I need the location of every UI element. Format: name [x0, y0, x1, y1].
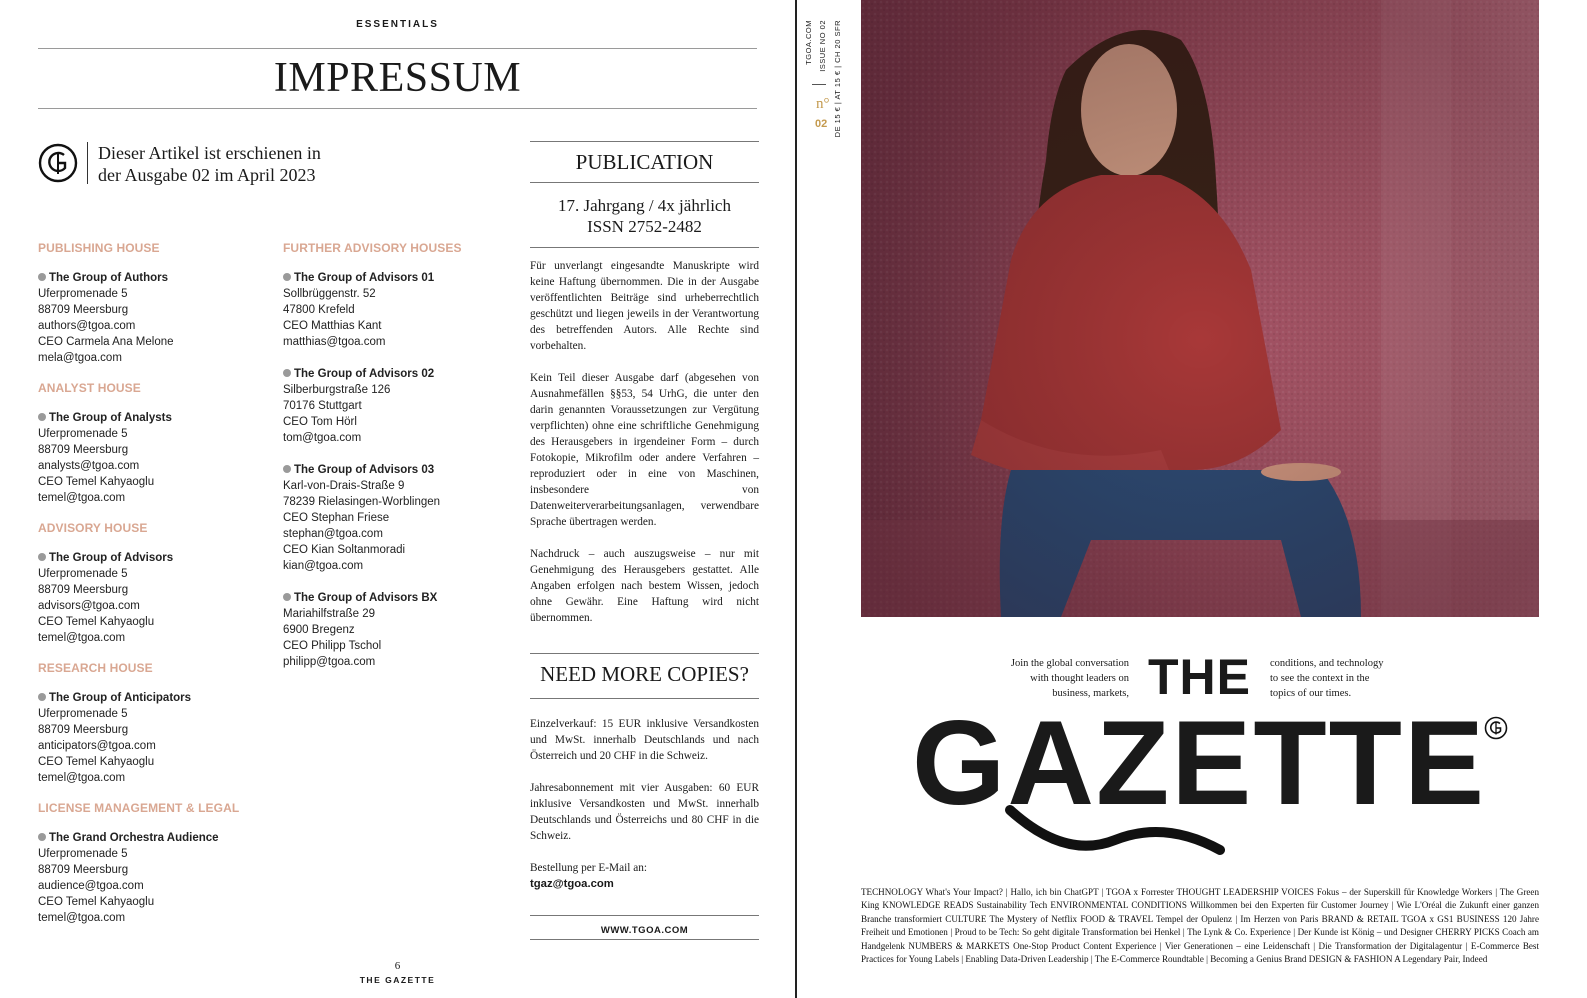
- bullet-icon: [283, 593, 291, 601]
- registered-logo-icon: [1484, 716, 1508, 740]
- divider: [530, 141, 759, 142]
- tagline-left: [975, 656, 1129, 701]
- advisors-01-entry: [283, 270, 513, 350]
- email-link[interactable]: anticipators@tgoa.com: [38, 740, 156, 752]
- address-line: Mariahilfstraße 29: [283, 608, 376, 620]
- address-line: Uferpromenade 5: [38, 568, 128, 580]
- footer-publication-name: THE GAZETTE: [359, 975, 436, 985]
- tgoa-logo-icon: [38, 143, 78, 183]
- divider: [530, 653, 759, 654]
- email-link[interactable]: mela@tgoa.com: [38, 352, 122, 364]
- email-link[interactable]: kian@tgoa.com: [283, 560, 364, 572]
- copies-text: [530, 716, 759, 892]
- copies-heading: NEED MORE COPIES?: [540, 662, 749, 686]
- legal-text: [530, 258, 759, 642]
- appeared-line-2: der Ausgabe 02 im April 2023: [98, 165, 316, 185]
- spine-site: TGOA.COM: [804, 20, 813, 65]
- bullet-icon: [283, 465, 291, 473]
- entry-name: The Group of Advisors BX: [294, 592, 438, 604]
- bullet-icon: [38, 553, 46, 561]
- address-line: 78239 Rielasingen-Worblingen: [283, 496, 441, 508]
- tagline-line: to see the context in the: [1270, 673, 1370, 684]
- analyst-house-heading: ANALYST HOUSE: [38, 381, 141, 395]
- bullet-icon: [38, 413, 46, 421]
- issue-number: 02: [815, 118, 828, 130]
- ceo-line: CEO Temel Kahyaoglu: [38, 896, 155, 908]
- entry-name: The Group of Advisors: [49, 552, 174, 564]
- order-email-link[interactable]: tgaz@tgoa.com: [530, 878, 614, 890]
- publishing-house-entry: [38, 270, 268, 366]
- entry-name: The Group of Advisors 02: [294, 368, 435, 380]
- ceo-line: CEO Matthias Kant: [283, 320, 382, 332]
- address-line: Uferpromenade 5: [38, 848, 128, 860]
- publication-heading: PUBLICATION: [575, 150, 714, 174]
- divider: [530, 915, 759, 916]
- spine-price: DE 15 € | AT 15 € | CH 20 SFR: [833, 20, 842, 138]
- email-link[interactable]: analysts@tgoa.com: [38, 460, 140, 472]
- bullet-icon: [38, 833, 46, 841]
- address-line: Uferpromenade 5: [38, 428, 128, 440]
- address-line: 47800 Krefeld: [283, 304, 355, 316]
- tagline-line: Join the global conversation: [1010, 658, 1129, 669]
- tagline-right: [1270, 656, 1430, 701]
- masthead-the: THE: [1148, 649, 1251, 705]
- email-link[interactable]: advisors@tgoa.com: [38, 600, 140, 612]
- further-advisory-column: [283, 240, 513, 684]
- tagline-line: conditions, and technology: [1270, 658, 1384, 669]
- address-line: 88709 Meersburg: [38, 304, 129, 316]
- order-label: Bestellung per E-Mail an:: [530, 862, 648, 874]
- entry-name: The Group of Anticipators: [49, 692, 192, 704]
- address-line: 88709 Meersburg: [38, 444, 129, 456]
- divider: [530, 939, 759, 940]
- tagline-line: business, markets,: [1052, 688, 1129, 699]
- ceo-line: CEO Philipp Tschol: [283, 640, 382, 652]
- address-line: Uferpromenade 5: [38, 288, 128, 300]
- email-link[interactable]: matthias@tgoa.com: [283, 336, 386, 348]
- copies-paragraph: Jahresabonnement mit vier Ausgaben: 60 EUR inklusive Versandkosten und MwSt. innerhalb Deutschlands und Österreichs und 80 CHF in die Schweiz.: [530, 782, 759, 842]
- copies-paragraph: Einzelverkauf: 15 EUR inklusive Versandkosten und MwSt. innerhalb Deutschlands und nach Österreich und 20 CHF in die Schweiz.: [530, 718, 759, 762]
- publication-meta: [530, 195, 759, 237]
- email-link[interactable]: audience@tgoa.com: [38, 880, 144, 892]
- address-line: 88709 Meersburg: [38, 584, 129, 596]
- legal-paragraph: Kein Teil dieser Ausgabe darf (abgesehen von Ausnahmefällen §§53, 54 UrhG, die unter den darin genannten Voraussetzungen zur Vergütung verpflichten) ohne eine schriftliche Genehmigung des Herausgebers in irgendeiner Form – durch Fotokopie, Mikrofilm oder andere Verfahren – reproduziert oder in eine von Maschinen, insbesondere von Datenweiterverarbeitungsanlagen, verwendbare Sprache übertragen werden.: [530, 372, 759, 528]
- advisors-bx-entry: [283, 590, 513, 670]
- advisory-house-entry: [38, 550, 268, 646]
- divider: [38, 48, 757, 49]
- address-line: 70176 Stuttgart: [283, 400, 362, 412]
- address-line: 88709 Meersburg: [38, 724, 129, 736]
- divider: [530, 182, 759, 183]
- bullet-icon: [38, 693, 46, 701]
- article-appeared-note: [98, 142, 418, 186]
- ceo-line: CEO Kian Soltanmoradi: [283, 544, 406, 556]
- research-house-entry: [38, 690, 268, 786]
- email-link[interactable]: philipp@tgoa.com: [283, 656, 376, 668]
- cover-portrait-photo: [861, 0, 1539, 617]
- entry-name: The Grand Orchestra Audience: [49, 832, 219, 844]
- further-advisory-heading: FURTHER ADVISORY HOUSES: [283, 241, 462, 255]
- email-link[interactable]: temel@tgoa.com: [38, 492, 126, 504]
- page-number: 6: [394, 960, 401, 972]
- legal-paragraph: Für unverlangt eingesandte Manuskripte wird keine Haftung übernommen. Die in der Ausgabe veröffentlichten Beiträge sind urheberrechtlich geschützt und liegen jeweils in der Verantwortung des betreffenden Autors. Alle Rechte sind vorbehalten.: [530, 260, 759, 352]
- research-house-heading: RESEARCH HOUSE: [38, 661, 153, 675]
- section-label: ESSENTIALS: [356, 19, 439, 30]
- masthead-gazette: GAZETTE: [912, 696, 1486, 830]
- divider: [812, 84, 826, 85]
- spine-issue: ISSUE NO 02: [818, 20, 827, 72]
- email-link[interactable]: temel@tgoa.com: [38, 772, 126, 784]
- website-link[interactable]: WWW.TGOA.COM: [600, 925, 689, 936]
- houses-column: [38, 240, 268, 940]
- bullet-icon: [38, 273, 46, 281]
- email-link[interactable]: tom@tgoa.com: [283, 432, 362, 444]
- advisory-house-heading: ADVISORY HOUSE: [38, 521, 148, 535]
- publication-frequency: 17. Jahrgang / 4x jährlich: [558, 196, 731, 215]
- bullet-icon: [283, 369, 291, 377]
- license-entry: [38, 830, 268, 926]
- divider: [530, 698, 759, 699]
- issue-symbol: n°: [816, 96, 830, 112]
- email-link[interactable]: temel@tgoa.com: [38, 632, 126, 644]
- appeared-line-1: Dieser Artikel ist erschienen in: [98, 143, 321, 163]
- address-line: Silberburgstraße 126: [283, 384, 391, 396]
- masthead-swash-icon: [1005, 800, 1225, 860]
- bullet-icon: [283, 273, 291, 281]
- divider: [38, 108, 757, 109]
- address-line: Karl-von-Drais-Straße 9: [283, 480, 405, 492]
- ceo-line: CEO Carmela Ana Melone: [38, 336, 174, 348]
- advisors-03-entry: [283, 462, 513, 574]
- advisors-02-entry: [283, 366, 513, 446]
- ceo-line: CEO Temel Kahyaoglu: [38, 756, 155, 768]
- publishing-house-heading: PUBLISHING HOUSE: [38, 241, 160, 255]
- ceo-line: CEO Tom Hörl: [283, 416, 357, 428]
- email-link[interactable]: temel@tgoa.com: [38, 912, 126, 924]
- email-link[interactable]: stephan@tgoa.com: [283, 528, 383, 540]
- ceo-line: CEO Temel Kahyaoglu: [38, 616, 155, 628]
- divider: [530, 247, 759, 248]
- email-link[interactable]: authors@tgoa.com: [38, 320, 136, 332]
- address-line: Sollbrüggenstr. 52: [283, 288, 376, 300]
- address-line: Uferpromenade 5: [38, 708, 128, 720]
- issn: ISSN 2752-2482: [587, 217, 702, 236]
- license-heading: LICENSE MANAGEMENT & LEGAL: [38, 801, 240, 815]
- tagline-line: topics of our times.: [1270, 688, 1352, 699]
- entry-name: The Group of Analysts: [49, 412, 172, 424]
- page-title: IMPRESSUM: [273, 55, 522, 101]
- logo-divider: [87, 142, 88, 184]
- analyst-house-entry: [38, 410, 268, 506]
- cover-topics-ticker: TECHNOLOGY What's Your Impact? | Hallo, ich bin ChatGPT | TGOA x Forrester THOUGHT LEADERSHIP VOICES Fokus – der Superskill für Knowledge Workers | The Green King KNOWLEDGE READS Sustainability Tech ENVIRONMENTAL CONDITIONS Willkommen bei den Experten für Customer Journey | Wie L'Oréal die Zukunft einer ganzen Branche transformiert CULTURE The Mystery of Netflix FOOD & TRAVEL Tempel der Opulenz | Im Herzen von Paris BRAND & RETAIL TGOA x GS1 BUSINESS 120 Jahre Freiheit und Emotionen | Proud to be Tech: So geht digitale Transformation bei Henkel | The Lynk & Co. Experience | Der Kunde ist König – und Designer CHERRY PICKS Coach am Handgelenk NUMBERS & MARKETS One-Stop Product Content Experience | Vier Generationen – eine Leidenschaft | Die Transformation der Digitalagentur | E-Commerce Best Practices for Young Labels | Enabling Data-Driven Leadership | The E-Commerce Roundtable | Becoming a Genius Brand DESIGN & FASHION A Legendary Pair, Indeed: [861, 887, 1539, 965]
- legal-paragraph: Nachdruck – auch auszugsweise – nur mit Genehmigung des Herausgebers gestattet. Alle Angaben erfolgen nach bestem Wissen, jedoch ohne Gewähr. Eine Haftung wird nicht übernommen.: [530, 548, 759, 624]
- address-line: 88709 Meersburg: [38, 864, 129, 876]
- page-spine: [795, 0, 797, 998]
- entry-name: The Group of Advisors 01: [294, 272, 435, 284]
- ceo-line: CEO Stephan Friese: [283, 512, 390, 524]
- address-line: 6900 Bregenz: [283, 624, 355, 636]
- ceo-line: CEO Temel Kahyaoglu: [38, 476, 155, 488]
- tagline-line: with thought leaders on: [1030, 673, 1129, 684]
- entry-name: The Group of Authors: [49, 272, 169, 284]
- entry-name: The Group of Advisors 03: [294, 464, 435, 476]
